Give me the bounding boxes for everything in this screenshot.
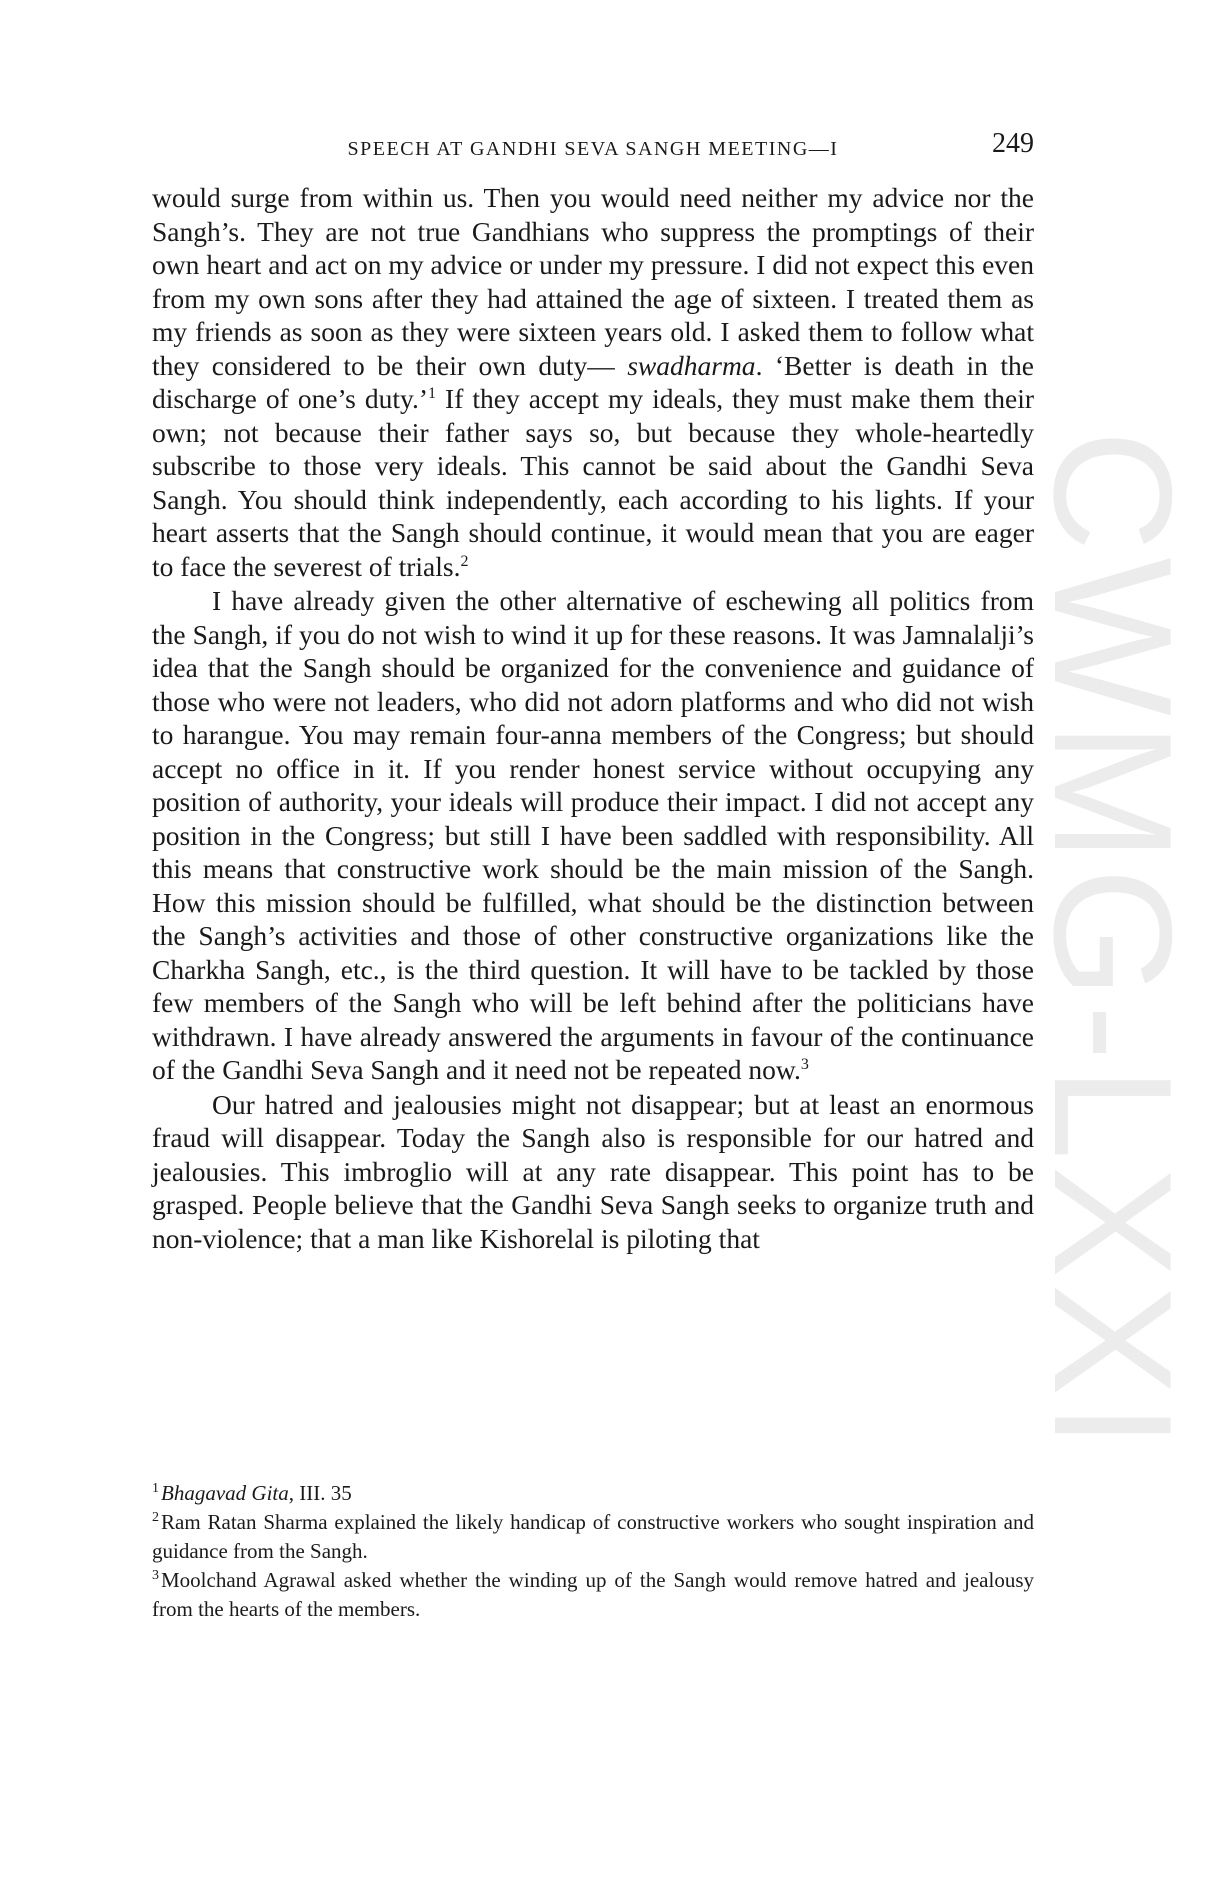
- footnote-number: 3: [152, 1568, 159, 1583]
- footnotes: [152, 1479, 1034, 1624]
- watermark: [1019, 430, 1207, 1455]
- text-segment: would surge from within us. Then you would need neither my advice nor the Sangh’s. They are not true Gandhians who suppress the promptings of their own heart and act on my advice or under my pressure. I did not expect this even from my own sons after they had attained the age of sixteen. I treated them as my friends as soon as they were sixteen years old. I asked them to follow what they considered to be their own duty—: [152, 182, 1034, 381]
- footnote-number: 1: [152, 1481, 159, 1496]
- page-header: [152, 128, 1034, 168]
- italic-title: Bhagavad Gita: [161, 1481, 289, 1505]
- footnote-ref[interactable]: 1: [428, 384, 437, 402]
- footnote: [152, 1508, 1034, 1566]
- text-segment: I have already given the other alternative of eschewing all politics from the Sangh, if you do not wish to wind it up for these reasons. It was Jamnalalji’s idea that the Sangh should be organized for the convenience and guidance of those who were not leaders, who did not adorn platforms and who did not wish to harangue. You may remain four-anna members of the Congress; but should accept no office in it. If you render honest service without occupying any position of authority, your ideals will produce their impact. I did not accept any position in the Congress; but still I have been saddled with responsibility. All this means that constructive work should be the main mission of the Sangh. How this mission should be fulfilled, what should be the distinction between the Sangh’s activities and those of other constructive organizations like the Charkha Sangh, etc., is the third question. It will have to be tackled by those few members of the Sangh who will be left behind after the politicians have withdrawn. I have already answered the arguments in favour of the continuance of the Gandhi Seva Sangh and it need not be repeated now.: [152, 585, 1034, 1085]
- italic-term: swadharma: [627, 349, 756, 381]
- page-number: 249: [992, 128, 1034, 159]
- footnote-text: , III. 35: [288, 1481, 352, 1505]
- paragraph: [152, 1088, 1034, 1256]
- text-segment: Our hatred and jealousies might not disappear; but at least an enormous fraud will disappear. Today the Sangh also is responsible for our hatred and jealousies. This imbroglio will at any rate disappear. This point has to be grasped. People believe that the Gandhi Seva Sangh seeks to organize truth and non-violence; that a man like Kishorelal is piloting that: [152, 1088, 1034, 1254]
- text-segment: If they accept my ideals, they must make them their own; not because their father says so, but because they whole-heartedly subscribe to those very ideals. This cannot be said about the Gandhi Seva Sangh. You should think independently, each according to his lights. If your heart asserts that the Sangh should continue, it would mean that you are eager to face the severest of trials.: [152, 383, 1035, 582]
- paragraph: [152, 584, 1034, 1087]
- footnote-number: 2: [152, 1510, 159, 1525]
- footnote-ref[interactable]: 3: [800, 1055, 809, 1073]
- body-text: [152, 181, 1034, 1255]
- footnote-ref[interactable]: 2: [460, 552, 469, 570]
- footnote: [152, 1566, 1034, 1624]
- footnote-text: Moolchand Agrawal asked whether the winding up of the Sangh would remove hatred and jealousy from the hearts of the members.: [152, 1568, 1034, 1621]
- watermark-text: CWMG-LXXI: [1019, 430, 1207, 1455]
- running-head: SPEECH AT GANDHI SEVA SANGH MEETING—I: [347, 138, 839, 160]
- footnote-text: Ram Ratan Sharma explained the likely handicap of constructive workers who sought inspiration and guidance from the Sangh.: [152, 1510, 1034, 1563]
- paragraph: [152, 181, 1034, 583]
- footnote: [152, 1479, 1034, 1508]
- text-segment: . ‘Better is death in the discharge of one’s duty.’: [152, 349, 1034, 414]
